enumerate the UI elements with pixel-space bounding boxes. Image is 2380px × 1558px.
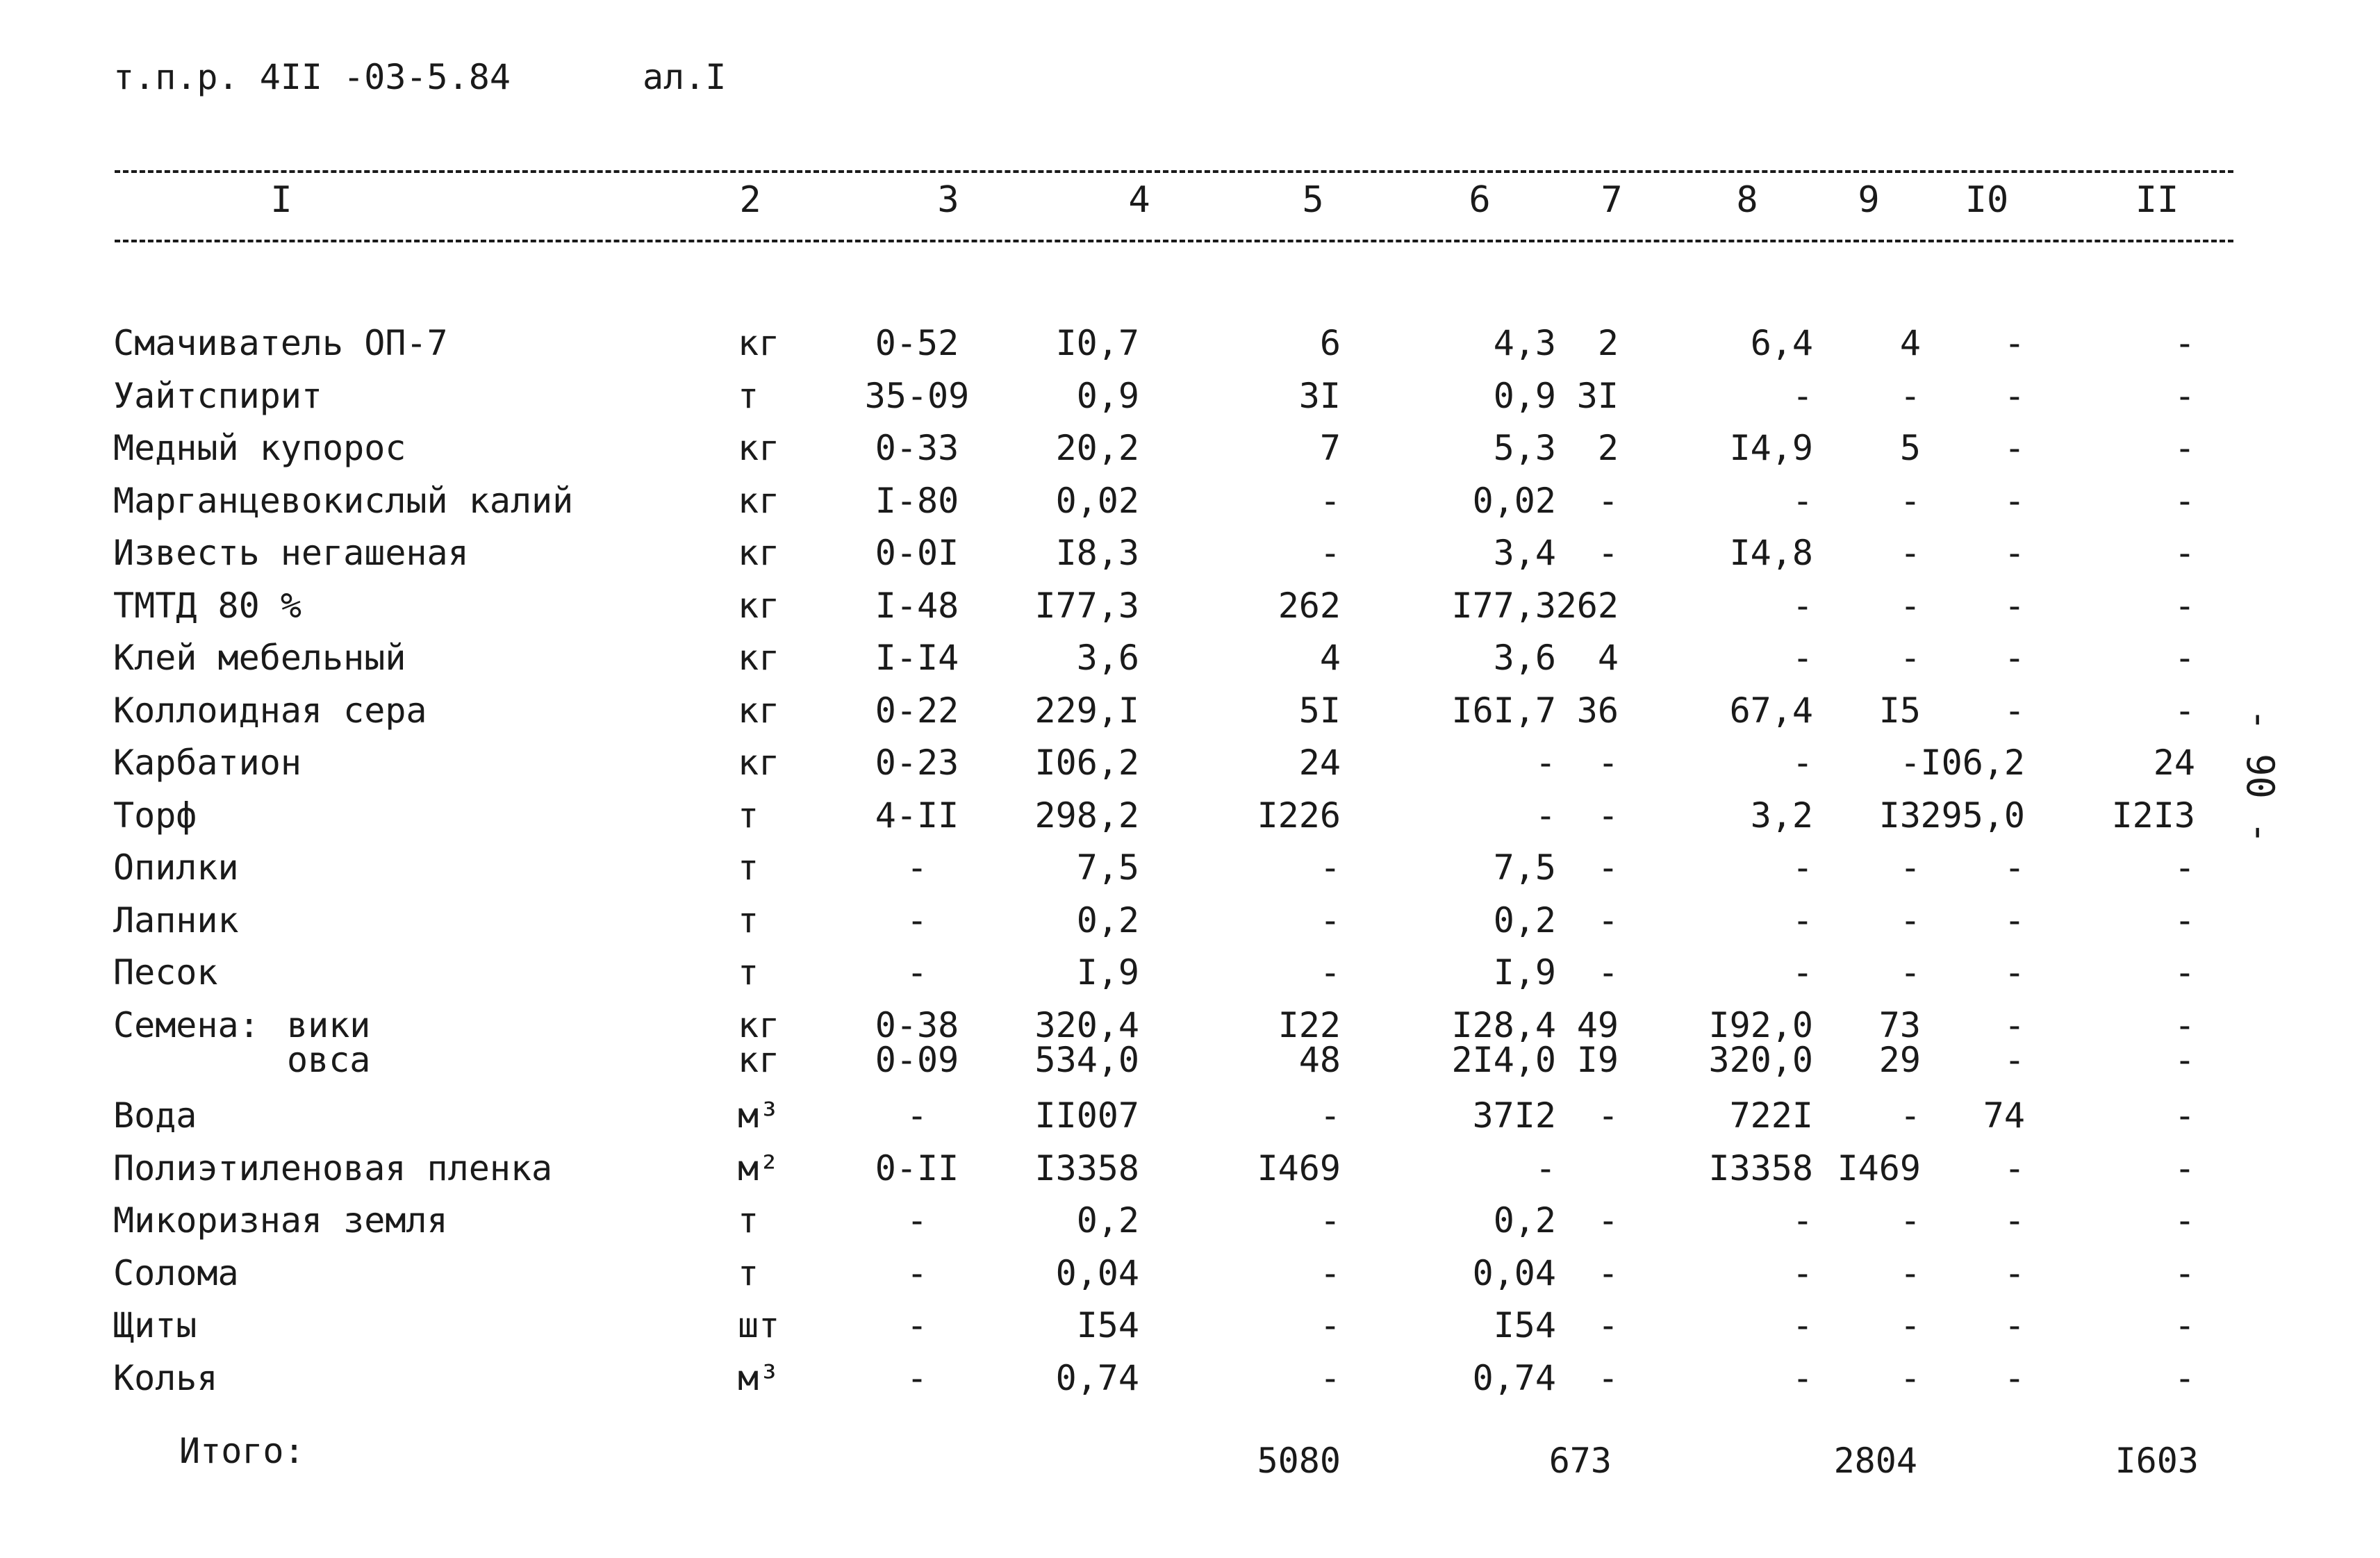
table-row	[0, 1358, 2380, 1409]
table-row	[0, 900, 2380, 952]
cell-c6: -	[1535, 1148, 1556, 1188]
cell-c6: I6I,7	[1451, 690, 1556, 731]
material-name: Торф	[113, 795, 197, 836]
cell-c9: -	[1899, 1358, 1921, 1398]
cell-c9: -	[1899, 847, 1921, 888]
cell-c6: 7,5	[1493, 847, 1556, 888]
cell-c7: 2	[1597, 323, 1619, 363]
cell-c9: -	[1899, 481, 1921, 521]
cell-unit: шт	[738, 1305, 780, 1345]
material-name: Колья	[113, 1358, 218, 1398]
cell-c5: 6	[1319, 323, 1341, 363]
cell-c6: I,9	[1493, 952, 1556, 993]
cell-c10: -	[2003, 638, 2025, 678]
cell-c9: I469	[1837, 1148, 1921, 1188]
material-name: Карбатион	[113, 743, 301, 783]
cell-c6: 0,02	[1472, 481, 1556, 521]
cell-code: 0-0I	[875, 533, 959, 573]
cell-c11: -	[2174, 847, 2195, 888]
cell-code: I-80	[875, 481, 959, 521]
material-name: Солома	[113, 1253, 239, 1293]
cell-unit: кг	[738, 428, 780, 468]
column-number-2: 2	[739, 179, 761, 221]
column-number-10: I0	[1965, 179, 2009, 221]
cell-unit: кг	[738, 638, 780, 678]
cell-code: 0-38	[875, 1005, 959, 1045]
cell-c6: -	[1535, 795, 1556, 836]
cell-c8: -	[1792, 900, 1813, 940]
table-row	[0, 428, 2380, 479]
cell-c6: I77,3	[1451, 586, 1556, 626]
cell-unit: кг	[738, 1005, 780, 1045]
table-row	[0, 586, 2380, 637]
table-row	[0, 481, 2380, 532]
cell-unit: т	[738, 952, 759, 993]
total-col11: I603	[2115, 1441, 2199, 1481]
cell-unit: кг	[738, 481, 780, 521]
cell-c5: -	[1319, 1305, 1341, 1345]
cell-unit: м²	[738, 1148, 780, 1188]
cell-c5: I469	[1257, 1148, 1341, 1188]
cell-c4: 0,2	[1076, 900, 1139, 940]
total-label: Итого:	[179, 1431, 305, 1471]
material-name: Медный купорос	[113, 428, 406, 468]
cell-c11: -	[2174, 323, 2195, 363]
cell-c9: -	[1899, 586, 1921, 626]
cell-c4: 20,2	[1055, 428, 1139, 468]
cell-code: -	[906, 952, 928, 993]
cell-unit: м³	[738, 1095, 780, 1136]
table-row	[0, 376, 2380, 427]
material-name: вики	[287, 1005, 371, 1045]
cell-c10: -	[2003, 1040, 2025, 1080]
table-row	[0, 847, 2380, 899]
cell-c6: 37I2	[1472, 1095, 1556, 1136]
cell-c9: I3	[1878, 795, 1921, 836]
cell-c4: I3358	[1034, 1148, 1139, 1188]
cell-c10: -	[2003, 847, 2025, 888]
cell-code: -	[906, 1305, 928, 1345]
material-name: Полиэтиленовая пленка	[113, 1148, 553, 1188]
column-number-1: I	[270, 179, 292, 221]
cell-c9: 73	[1878, 1005, 1921, 1045]
cell-code: I-I4	[875, 638, 959, 678]
cell-c11: -	[2174, 1040, 2195, 1080]
cell-code: 0-52	[875, 323, 959, 363]
cell-c5: 5I	[1298, 690, 1341, 731]
cell-c5: I226	[1257, 795, 1341, 836]
table-row	[0, 690, 2380, 742]
column-number-3: 3	[937, 179, 959, 221]
column-number-9: 9	[1858, 179, 1880, 221]
cell-c5: -	[1319, 481, 1341, 521]
cell-c8: 67,4	[1729, 690, 1813, 731]
cell-c8: -	[1792, 743, 1813, 783]
table-row	[0, 795, 2380, 847]
cell-c5: 4	[1319, 638, 1341, 678]
cell-c8: I4,9	[1729, 428, 1813, 468]
cell-c4: II007	[1034, 1095, 1139, 1136]
cell-c10: -	[2003, 586, 2025, 626]
cell-unit: т	[738, 1253, 759, 1293]
cell-c5: -	[1319, 1253, 1341, 1293]
material-name: Смачиватель ОП-7	[113, 323, 448, 363]
cell-c6: 0,2	[1493, 900, 1556, 940]
cell-code: -	[906, 1358, 928, 1398]
cell-c11: -	[2174, 1200, 2195, 1241]
cell-unit: кг	[738, 323, 780, 363]
cell-c7: -	[1597, 1095, 1619, 1136]
cell-c11: -	[2174, 900, 2195, 940]
cell-c7: -	[1597, 481, 1619, 521]
material-name: Песок	[113, 952, 218, 993]
cell-c8: 3,2	[1750, 795, 1813, 836]
cell-code: 0-09	[875, 1040, 959, 1080]
cell-c8: -	[1792, 1253, 1813, 1293]
cell-unit: т	[738, 900, 759, 940]
cell-c11: -	[2174, 586, 2195, 626]
cell-c9: -	[1899, 1200, 1921, 1241]
table-row	[0, 323, 2380, 374]
cell-c11: -	[2174, 1005, 2195, 1045]
cell-c8: -	[1792, 847, 1813, 888]
cell-c9: I5	[1878, 690, 1921, 731]
cell-c5: -	[1319, 847, 1341, 888]
material-name: Лапник	[113, 900, 239, 940]
cell-c10: -	[2003, 1358, 2025, 1398]
table-row	[0, 638, 2380, 689]
cell-c4: I06,2	[1034, 743, 1139, 783]
cell-c4: 0,2	[1076, 1200, 1139, 1241]
cell-c4: I8,3	[1055, 533, 1139, 573]
cell-c10: -	[2003, 1305, 2025, 1345]
cell-c5: 7	[1319, 428, 1341, 468]
cell-c4: I0,7	[1055, 323, 1139, 363]
cell-c6: 5,3	[1493, 428, 1556, 468]
cell-c8: 722I	[1729, 1095, 1813, 1136]
material-name: Уайтспирит	[113, 376, 323, 416]
cell-unit: т	[738, 795, 759, 836]
cell-c7: -	[1597, 952, 1619, 993]
cell-c10: I06,2	[1920, 743, 2025, 783]
table-row	[0, 1148, 2380, 1200]
cell-c9: -	[1899, 1095, 1921, 1136]
seeds-label: Семена:	[113, 1005, 260, 1045]
material-name: Микоризная земля	[113, 1200, 448, 1241]
cell-c7: -	[1597, 1253, 1619, 1293]
cell-c4: 0,74	[1055, 1358, 1139, 1398]
cell-c8: -	[1792, 1305, 1813, 1345]
cell-c4: 229,I	[1034, 690, 1139, 731]
album-number: ал.I	[642, 57, 727, 97]
cell-unit: т	[738, 847, 759, 888]
cell-c6: I28,4	[1451, 1005, 1556, 1045]
cell-c9: 29	[1878, 1040, 1921, 1080]
cell-c4: I54	[1076, 1305, 1139, 1345]
cell-c6: 0,74	[1472, 1358, 1556, 1398]
cell-c10: -	[2003, 533, 2025, 573]
column-number-6: 6	[1469, 179, 1491, 221]
cell-c10: -	[2003, 323, 2025, 363]
cell-code: 0-22	[875, 690, 959, 731]
table-row	[0, 1305, 2380, 1357]
table-row	[0, 952, 2380, 1004]
cell-c8: 320,0	[1708, 1040, 1813, 1080]
table-row	[0, 1253, 2380, 1304]
cell-c9: -	[1899, 376, 1921, 416]
cell-c8: I3358	[1708, 1148, 1813, 1188]
cell-c11: -	[2174, 1305, 2195, 1345]
cell-c7: -	[1597, 795, 1619, 836]
cell-c5: -	[1319, 1095, 1341, 1136]
material-name: Клей мебельный	[113, 638, 406, 678]
cell-c5: -	[1319, 1200, 1341, 1241]
cell-c7: 4	[1597, 638, 1619, 678]
cell-c6: -	[1535, 743, 1556, 783]
cell-c9: -	[1899, 533, 1921, 573]
material-name: Коллоидная сера	[113, 690, 427, 731]
cell-c8: -	[1792, 952, 1813, 993]
material-name: Опилки	[113, 847, 239, 888]
cell-c7: -	[1597, 743, 1619, 783]
column-number-4: 4	[1128, 179, 1150, 221]
cell-unit: кг	[738, 1040, 780, 1080]
cell-code: 0-33	[875, 428, 959, 468]
cell-c7: 3I	[1576, 376, 1619, 416]
cell-c5: 3I	[1298, 376, 1341, 416]
cell-code: I-48	[875, 586, 959, 626]
cell-c11: -	[2174, 1253, 2195, 1293]
cell-c7: I9	[1576, 1040, 1619, 1080]
cell-unit: т	[738, 376, 759, 416]
cell-c11: -	[2174, 428, 2195, 468]
column-number-5: 5	[1302, 179, 1324, 221]
cell-c10: 74	[1983, 1095, 2025, 1136]
material-name: овса	[287, 1040, 371, 1080]
cell-c10: -	[2003, 1253, 2025, 1293]
material-name: ТМТД 80 %	[113, 586, 301, 626]
cell-c11: -	[2174, 690, 2195, 731]
cell-c9: -	[1899, 638, 1921, 678]
cell-c10: -	[2003, 1200, 2025, 1241]
cell-c11: I2I3	[2111, 795, 2195, 836]
cell-c9: 5	[1899, 428, 1921, 468]
cell-c11: -	[2174, 1095, 2195, 1136]
cell-c7: 49	[1576, 1005, 1619, 1045]
cell-c11: -	[2174, 533, 2195, 573]
cell-c7: -	[1597, 1358, 1619, 1398]
cell-c6: I54	[1493, 1305, 1556, 1345]
cell-c9: -	[1899, 952, 1921, 993]
cell-c6: 0,04	[1472, 1253, 1556, 1293]
cell-code: 4-II	[875, 795, 959, 836]
cell-c4: 0,9	[1076, 376, 1139, 416]
cell-c5: 48	[1298, 1040, 1341, 1080]
cell-c4: I77,3	[1034, 586, 1139, 626]
cell-c5: -	[1319, 533, 1341, 573]
cell-code: 0-23	[875, 743, 959, 783]
cell-c10: 295,0	[1920, 795, 2025, 836]
cell-c7: -	[1597, 900, 1619, 940]
cell-c8: -	[1792, 638, 1813, 678]
material-name: Марганцевокислый калий	[113, 481, 574, 521]
cell-c11: -	[2174, 952, 2195, 993]
cell-unit: кг	[738, 690, 780, 731]
material-name: Щиты	[113, 1305, 197, 1345]
cell-c9: -	[1899, 743, 1921, 783]
cell-c10: -	[2003, 376, 2025, 416]
cell-c10: -	[2003, 481, 2025, 521]
cell-c11: 24	[2153, 743, 2195, 783]
cell-unit: м³	[738, 1358, 780, 1398]
cell-c7: 2	[1597, 428, 1619, 468]
cell-code: 35-09	[864, 376, 970, 416]
cell-code: -	[906, 847, 928, 888]
cell-c8: -	[1792, 586, 1813, 626]
cell-c4: 3,6	[1076, 638, 1139, 678]
table-row	[0, 533, 2380, 584]
cell-c8: I4,8	[1729, 533, 1813, 573]
cell-c7: -	[1597, 533, 1619, 573]
cell-c5: -	[1319, 952, 1341, 993]
cell-c11: -	[2174, 638, 2195, 678]
page-number: - 90 -	[2238, 708, 2282, 845]
cell-unit: кг	[738, 586, 780, 626]
cell-unit: кг	[738, 743, 780, 783]
cell-c11: -	[2174, 376, 2195, 416]
cell-c4: 0,04	[1055, 1253, 1139, 1293]
cell-unit: т	[738, 1200, 759, 1241]
header-rule-bottom	[115, 240, 2233, 242]
total-col9: 2804	[1833, 1441, 1917, 1481]
cell-c4: 320,4	[1034, 1005, 1139, 1045]
cell-c9: -	[1899, 1305, 1921, 1345]
cell-c8: I92,0	[1708, 1005, 1813, 1045]
cell-unit: кг	[738, 533, 780, 573]
material-name: Известь негашеная	[113, 533, 469, 573]
cell-c5: 24	[1298, 743, 1341, 783]
cell-c5: -	[1319, 1358, 1341, 1398]
cell-code: -	[906, 900, 928, 940]
cell-code: 0-II	[875, 1148, 959, 1188]
document-header	[113, 57, 858, 97]
table-row	[0, 1200, 2380, 1252]
cell-c10: -	[2003, 952, 2025, 993]
cell-c10: -	[2003, 690, 2025, 731]
cell-c4: 298,2	[1034, 795, 1139, 836]
column-number-7: 7	[1601, 179, 1623, 221]
cell-c8: -	[1792, 1358, 1813, 1398]
table-row	[0, 743, 2380, 794]
cell-c4: 534,0	[1034, 1040, 1139, 1080]
cell-c6: 3,4	[1493, 533, 1556, 573]
cell-c7: -	[1597, 847, 1619, 888]
doc-code: т.п.р. 4II -03-5.84	[113, 57, 511, 97]
cell-c8: -	[1792, 481, 1813, 521]
cell-c6: 4,3	[1493, 323, 1556, 363]
cell-c4: 0,02	[1055, 481, 1139, 521]
cell-c10: -	[2003, 1148, 2025, 1188]
table-row	[0, 1040, 2380, 1091]
cell-c11: -	[2174, 1148, 2195, 1188]
cell-c6: 0,2	[1493, 1200, 1556, 1241]
cell-c4: 7,5	[1076, 847, 1139, 888]
table-row	[0, 1095, 2380, 1147]
cell-code: -	[906, 1253, 928, 1293]
cell-code: -	[906, 1200, 928, 1241]
cell-c10: -	[2003, 428, 2025, 468]
cell-c10: -	[2003, 900, 2025, 940]
cell-c9: -	[1899, 1253, 1921, 1293]
cell-c5: -	[1319, 900, 1341, 940]
cell-c8: 6,4	[1750, 323, 1813, 363]
cell-c9: 4	[1899, 323, 1921, 363]
total-col7: 673	[1548, 1441, 1612, 1481]
cell-code: -	[906, 1095, 928, 1136]
cell-c7: 262	[1555, 586, 1619, 626]
cell-c10: -	[2003, 1005, 2025, 1045]
cell-c7: -	[1597, 1305, 1619, 1345]
cell-c8: -	[1792, 376, 1813, 416]
cell-c6: 2I4,0	[1451, 1040, 1556, 1080]
column-number-11: II	[2135, 179, 2179, 221]
cell-c7: 36	[1576, 690, 1619, 731]
total-col5: 5080	[1257, 1441, 1341, 1481]
column-number-8: 8	[1736, 179, 1758, 221]
cell-c5: I22	[1278, 1005, 1341, 1045]
material-name: Вода	[113, 1095, 197, 1136]
cell-c4: I,9	[1076, 952, 1139, 993]
cell-c6: 3,6	[1493, 638, 1556, 678]
cell-c9: -	[1899, 900, 1921, 940]
cell-c8: -	[1792, 1200, 1813, 1241]
cell-c11: -	[2174, 1358, 2195, 1398]
cell-c7: -	[1597, 1200, 1619, 1241]
cell-c5: 262	[1278, 586, 1341, 626]
cell-c6: 0,9	[1493, 376, 1556, 416]
header-rule-top	[115, 170, 2233, 173]
cell-c11: -	[2174, 481, 2195, 521]
